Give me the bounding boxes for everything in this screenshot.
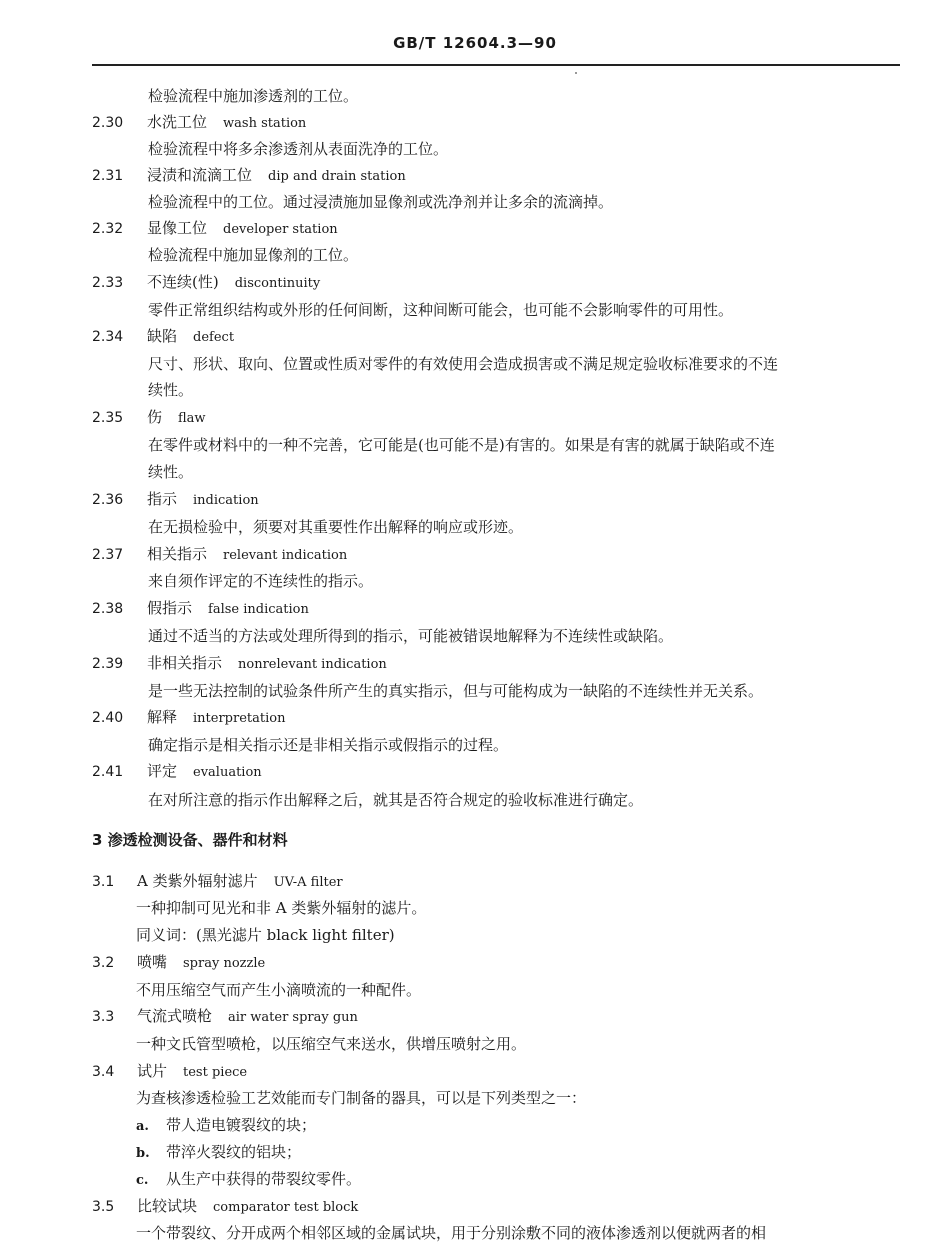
definition-text: 检验流程中施加显像剂的工位。	[148, 246, 359, 264]
definition-text: 为查核渗透检验工艺效能而专门制备的器具，可以是下列类型之一：	[136, 1089, 587, 1107]
term-entry-3-5: 3.5 比较试块 comparator test block	[92, 1197, 359, 1215]
list-item: a. 带人造电镀裂纹的块；	[136, 1116, 317, 1134]
term-entry-2-32: 2.32 显像工位 developer station	[92, 219, 338, 237]
list-item: b. 带淬火裂纹的铝块；	[136, 1143, 302, 1161]
section-heading: 3 渗透检测设备、器件和材料	[92, 831, 288, 849]
definition-text: 续性。	[148, 463, 194, 481]
header-rule	[92, 64, 900, 66]
term-entry-2-30: 2.30 水洗工位 wash station	[92, 113, 307, 131]
term-entry-2-33: 2.33 不连续(性) discontinuity	[92, 273, 321, 291]
definition-text: 检验流程中施加渗透剂的工位。	[148, 87, 359, 105]
definition-text: 一种抑制可见光和非 A 类紫外辐射的滤片。	[136, 899, 427, 917]
definition-text: 在无损检验中，须要对其重要性作出解释的响应或形迹。	[148, 518, 524, 536]
definition-text: 检验流程中将多余渗透剂从表面洗净的工位。	[148, 140, 449, 158]
definition-text: 续性。	[148, 381, 194, 399]
term-entry-2-35: 2.35 伤 flaw	[92, 408, 206, 426]
synonym-text: 同义词：(黑光滤片 black light filter)	[136, 926, 395, 944]
definition-text: 在对所注意的指示作出解释之后，就其是否符合规定的验收标准进行确定。	[148, 791, 644, 809]
definition-text: 检验流程中的工位。通过浸渍施加显像剂或洗净剂并让多余的流滴掉。	[148, 193, 614, 211]
scan-speck	[575, 72, 577, 74]
definition-text: 来自须作评定的不连续性的指示。	[148, 572, 374, 590]
term-entry-3-2: 3.2 喷嘴 spray nozzle	[92, 953, 266, 971]
term-entry-3-4: 3.4 试片 test piece	[92, 1062, 248, 1080]
definition-text: 是一些无法控制的试验条件所产生的真实指示，但与可能构成为一缺陷的不连续性并无关系。	[148, 682, 764, 700]
page-header: GB/T 12604.3—90	[393, 34, 557, 52]
definition-text: 通过不适当的方法或处理所得到的指示，可能被错误地解释为不连续性或缺陷。	[148, 627, 674, 645]
term-entry-2-41: 2.41 评定 evaluation	[92, 762, 262, 780]
definition-text: 确定指示是相关指示还是非相关指示或假指示的过程。	[148, 736, 509, 754]
definition-text: 不用压缩空气而产生小滴喷流的一种配件。	[136, 981, 422, 999]
list-item: c. 从生产中获得的带裂纹零件。	[136, 1170, 362, 1188]
term-entry-2-36: 2.36 指示 indication	[92, 490, 259, 508]
definition-text: 尺寸、形状、取向、位置或性质对零件的有效使用会造成损害或不满足规定验收标准要求的不连	[148, 355, 779, 373]
term-entry-2-34: 2.34 缺陷 defect	[92, 327, 235, 345]
definition-text: 一个带裂纹、分开成两个相邻区域的金属试块，用于分别涂敷不同的液体渗透剂以便就两者的相	[136, 1224, 767, 1242]
definition-text: 零件正常组织结构或外形的任何间断，这种间断可能会，也可能不会影响零件的可用性。	[148, 301, 734, 319]
term-entry-2-40: 2.40 解释 interpretation	[92, 708, 286, 726]
term-entry-3-3: 3.3 气流式喷枪 air water spray gun	[92, 1007, 358, 1025]
term-entry-2-39: 2.39 非相关指示 nonrelevant indication	[92, 654, 387, 672]
term-entry-2-31: 2.31 浸渍和流滴工位 dip and drain station	[92, 166, 406, 184]
term-entry-2-37: 2.37 相关指示 relevant indication	[92, 545, 348, 563]
definition-text: 在零件或材料中的一种不完善，它可能是(也可能不是)有害的。如果是有害的就属于缺陷或不连	[148, 436, 775, 454]
term-entry-2-38: 2.38 假指示 false indication	[92, 599, 309, 617]
term-entry-3-1: 3.1 A 类紫外辐射滤片 UV-A filter	[92, 872, 343, 890]
definition-text: 一种文氏管型喷枪，以压缩空气来送水，供增压喷射之用。	[136, 1035, 527, 1053]
